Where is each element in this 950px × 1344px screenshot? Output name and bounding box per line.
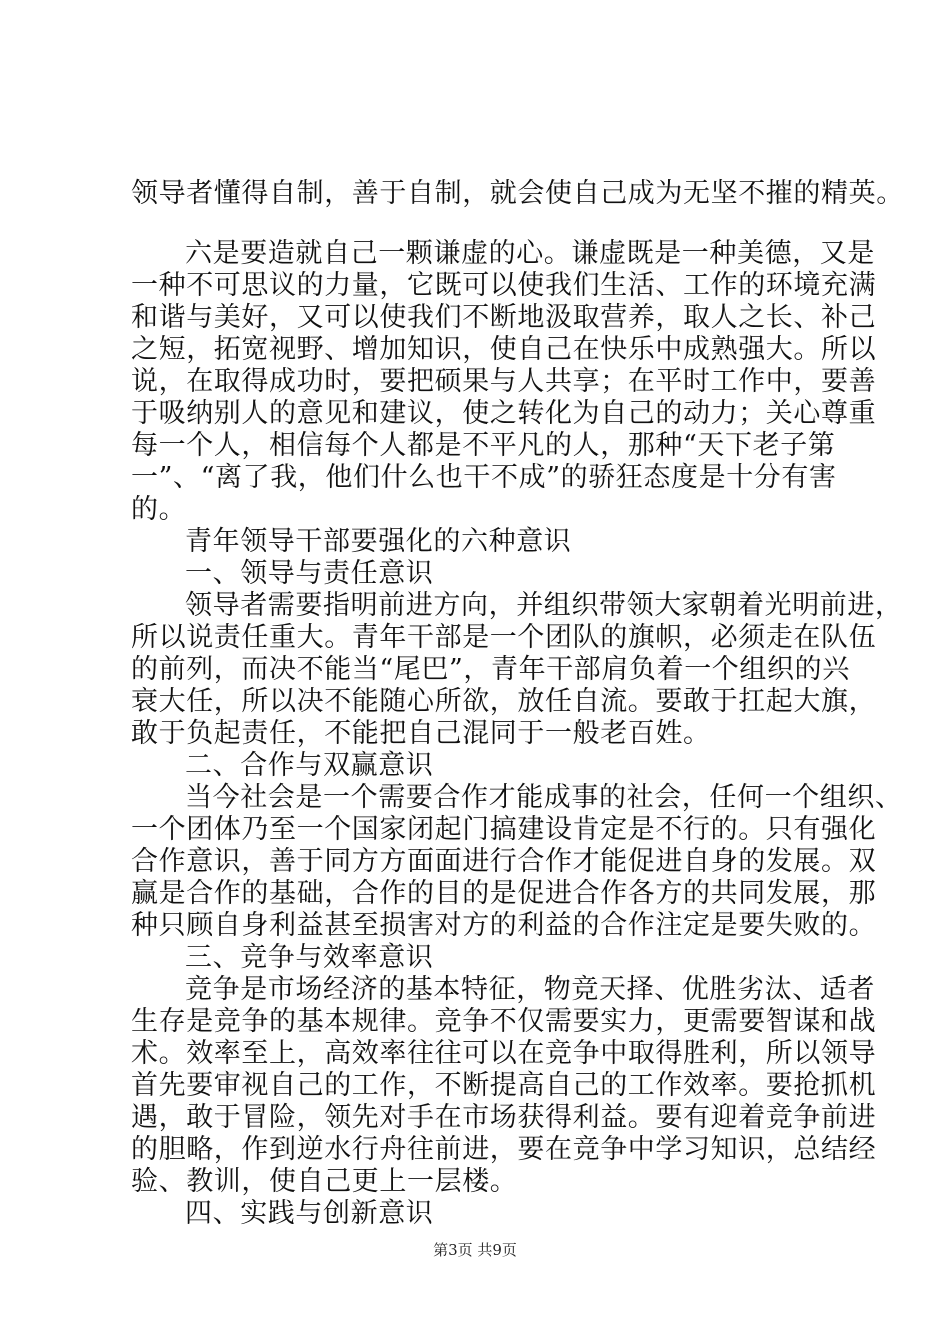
text-line: 合作意识，善于同方方面面进行合作才能促进自身的发展。双 <box>131 846 877 877</box>
text-line: 领导者懂得自制，善于自制，就会使自己成为无坚不摧的精英。 <box>131 178 904 209</box>
text-line: 种只顾自身利益甚至损害对方的利益的合作注定是要失败的。 <box>131 910 877 941</box>
paragraph-first-line: 六是要造就自己一颗谦虚的心。谦虚既是一种美德，又是 <box>185 238 875 269</box>
text-line: 赢是合作的基础，合作的目的是促进合作各方的共同发展，那 <box>131 878 877 909</box>
text-line: 验、教训，使自己更上一层楼。 <box>131 1166 518 1197</box>
paragraph-first-line: 领导者需要指明前进方向，并组织带领大家朝着光明前进， <box>185 590 903 621</box>
text-line: 每一个人，相信每个人都是不平凡的人，那种“天下老子第 <box>131 430 836 461</box>
text-line: 和谐与美好，又可以使我们不断地汲取营养，取人之长、补己 <box>131 302 877 333</box>
text-line: 的前列，而决不能当“尾巴”，青年干部肩负着一个组织的兴 <box>131 654 850 685</box>
text-line: 的胆略，作到逆水行舟往前进，要在竞争中学习知识，总结经 <box>131 1134 877 1165</box>
text-line: 之短，拓宽视野、增加知识，使自己在快乐中成熟强大。所以 <box>131 334 877 365</box>
text-line: 一种不可思议的力量，它既可以使我们生活、工作的环境充满 <box>131 270 877 301</box>
text-line: 衰大任，所以决不能随心所欲，放任自流。要敢于扛起大旗， <box>131 686 877 717</box>
text-line: 生存是竞争的基本规律。竞争不仅需要实力，更需要智谋和战 <box>131 1006 877 1037</box>
section-heading: 四、实践与创新意识 <box>185 1198 434 1229</box>
text-line: 所以说责任重大。青年干部是一个团队的旗帜，必须走在队伍 <box>131 622 877 653</box>
text-line: 的。 <box>131 494 187 525</box>
text-line: 敢于负起责任，不能把自己混同于一般老百姓。 <box>131 718 711 749</box>
text-line: 遇，敢于冒险，领先对手在市场获得利益。要有迎着竞争前进 <box>131 1102 877 1133</box>
text-line: 术。效率至上，高效率往往可以在竞争中取得胜利，所以领导 <box>131 1038 877 1069</box>
paragraph-first-line: 当今社会是一个需要合作才能成事的社会，任何一个组织、 <box>185 782 903 813</box>
page-number-footer: 第3页 共9页 <box>433 1241 517 1259</box>
section-heading: 三、竞争与效率意识 <box>185 942 434 973</box>
text-line: 一个团体乃至一个国家闭起门搞建设肯定是不行的。只有强化 <box>131 814 877 845</box>
section-heading: 一、领导与责任意识 <box>185 558 434 589</box>
section-heading: 二、合作与双赢意识 <box>185 750 434 781</box>
text-line: 于吸纳别人的意见和建议，使之转化为自己的动力；关心尊重 <box>131 398 877 429</box>
text-line: 一”、“离了我，他们什么也干不成”的骄狂态度是十分有害 <box>131 462 837 493</box>
text-line: 说，在取得成功时，要把硕果与人共享；在平时工作中，要善 <box>131 366 877 397</box>
text-line: 首先要审视自己的工作，不断提高自己的工作效率。要抢抓机 <box>131 1070 877 1101</box>
section-title: 青年领导干部要强化的六种意识 <box>185 526 572 557</box>
paragraph-first-line: 竞争是市场经济的基本特征，物竞天择、优胜劣汰、适者 <box>185 974 875 1005</box>
